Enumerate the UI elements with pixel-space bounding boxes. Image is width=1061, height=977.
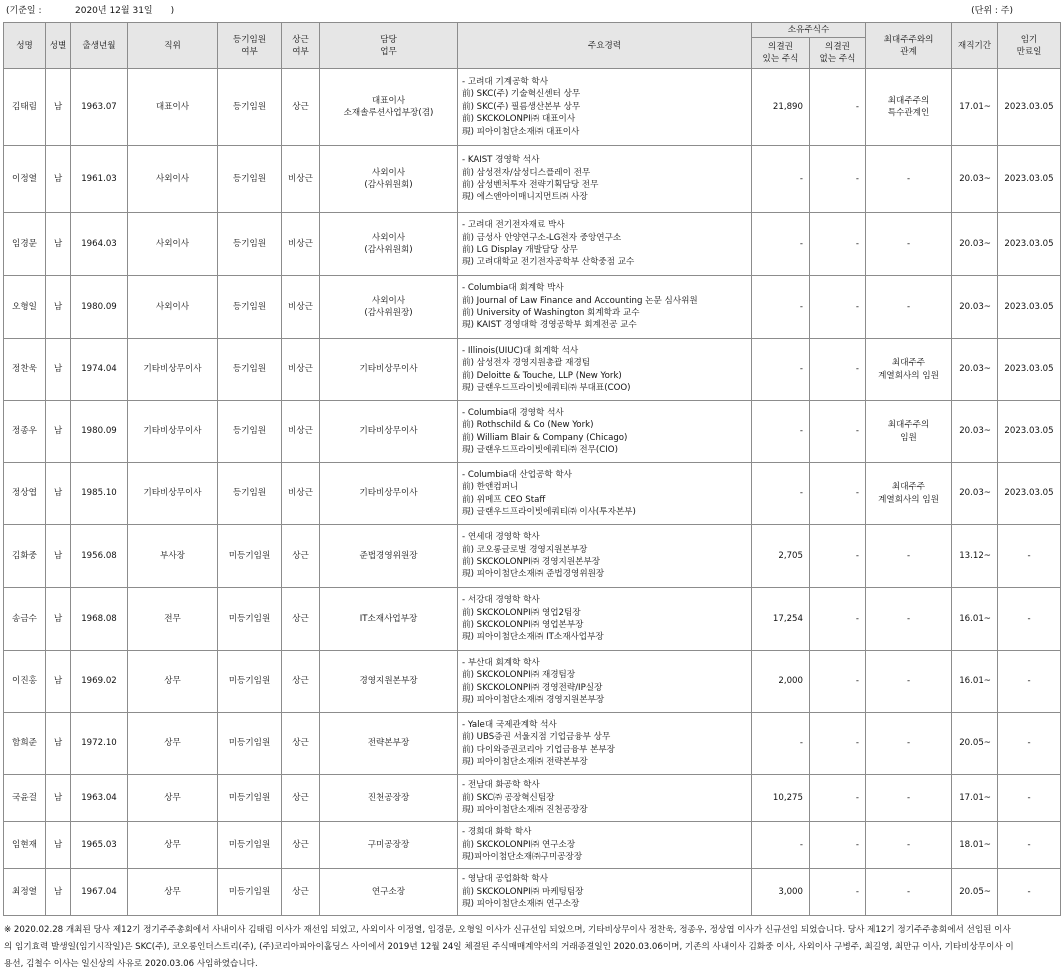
cell-name: 이정열 [4,146,46,213]
table-row [4,213,1061,276]
cell-birth: 1980.09 [71,276,128,339]
cell-registered: 등기임원 [218,276,282,339]
cell-birth: 1974.04 [71,339,128,401]
cell-registered: 등기임원 [218,213,282,276]
table-row [4,588,1061,651]
cell-name: 임경문 [4,213,46,276]
cell-registered: 미등기임원 [218,775,282,822]
cell-term-end: 2023.03.05 [998,69,1061,146]
cell-title: 기타비상무이사 [128,339,218,401]
cell-duty: 경영지원본부장 [320,651,458,713]
cell-birth: 1985.10 [71,463,128,525]
executives-table [3,22,1061,916]
cell-registered: 미등기임원 [218,651,282,713]
cell-duty: IT소재사업부장 [320,588,458,651]
cell-title: 상무 [128,775,218,822]
cell-name: 최정열 [4,869,46,916]
cell-fulltime: 상근 [282,713,320,775]
cell-duty: 사외이사 (감사위원장) [320,276,458,339]
cell-shares-voting: 17,254 [752,588,810,651]
cell-registered: 미등기임원 [218,869,282,916]
cell-duty: 구미공장장 [320,822,458,869]
cell-term-end: - [998,651,1061,713]
cell-relation: 최대주주의 특수관계인 [866,69,952,146]
cell-shares-nonvoting: - [810,463,866,525]
cell-career: - 고려대 기계공학 학사 前) SKC(주) 기술혁신센터 상무 前) SKC(주) 필름생산본부 상무 前) SKCKOLONPI㈜ 대표이사 現) 피아이첨단소재㈜ 대표이사 [458,69,752,146]
cell-shares-voting: - [752,339,810,401]
col-shares: 소유주식수 [752,23,866,38]
cell-registered: 등기임원 [218,401,282,463]
cell-duty: 진천공장장 [320,775,458,822]
col-shares-nonvoting: 의결권 없는 주식 [810,38,866,69]
cell-term-end: - [998,525,1061,588]
cell-birth: 1963.07 [71,69,128,146]
cell-duty: 기타비상무이사 [320,339,458,401]
cell-relation: - [866,588,952,651]
col-birth: 출생년월 [71,23,128,69]
cell-registered: 미등기임원 [218,588,282,651]
cell-title: 전무 [128,588,218,651]
cell-relation: - [866,651,952,713]
cell-fulltime: 비상근 [282,401,320,463]
cell-shares-nonvoting: - [810,69,866,146]
date-label: (기준일 : [6,6,42,16]
cell-birth: 1980.09 [71,401,128,463]
cell-title: 기타비상무이사 [128,463,218,525]
cell-gender: 남 [46,213,71,276]
table-row [4,69,1061,146]
cell-relation: - [866,822,952,869]
cell-shares-nonvoting: - [810,869,866,916]
cell-tenure: 20.05~ [952,869,998,916]
cell-name: 정상엽 [4,463,46,525]
cell-relation: 최대주주 계열회사의 임원 [866,339,952,401]
col-career: 주요경력 [458,23,752,69]
cell-shares-voting: - [752,146,810,213]
cell-relation: 최대주주 계열회사의 임원 [866,463,952,525]
cell-gender: 남 [46,401,71,463]
cell-registered: 등기임원 [218,146,282,213]
cell-fulltime: 비상근 [282,339,320,401]
cell-fulltime: 비상근 [282,463,320,525]
cell-fulltime: 상근 [282,525,320,588]
col-tenure: 재직기간 [952,23,998,69]
col-name: 성명 [4,23,46,69]
cell-fulltime: 상근 [282,651,320,713]
table-row [4,869,1061,916]
cell-fulltime: 상근 [282,588,320,651]
cell-relation: - [866,775,952,822]
cell-duty: 사외이사 (감사위원회) [320,213,458,276]
cell-gender: 남 [46,713,71,775]
cell-gender: 남 [46,588,71,651]
cell-title: 상무 [128,869,218,916]
cell-gender: 남 [46,525,71,588]
cell-duty: 대표이사 소재솔루션사업부장(겸) [320,69,458,146]
cell-fulltime: 비상근 [282,213,320,276]
cell-tenure: 20.03~ [952,146,998,213]
cell-title: 기타비상무이사 [128,401,218,463]
cell-gender: 남 [46,146,71,213]
cell-shares-nonvoting: - [810,339,866,401]
cell-career: - Illinois(UIUC)대 회계학 석사 前) 삼성전자 경영지원총괄 재경팀 前) Deloitte & Touche, LLP (New York) 現) 글랜우드프라이빗에쿼티㈜ 부대표(COO) [458,339,752,401]
cell-term-end: - [998,713,1061,775]
cell-name: 이진홍 [4,651,46,713]
cell-shares-nonvoting: - [810,713,866,775]
cell-name: 김화중 [4,525,46,588]
footnote: ※ 2020.02.28 개최된 당사 제12기 정기주주총회에서 사내이사 김태림 이사가 재선임 되었고, 사외이사 이정열, 임경문, 오형일 이사가 신규선임 되었으며, 기타비상무이사 정찬욱, 정종우, 정상엽 이사가 신규선임 되었습니다. 당사 제12기 정기주주총회에서 선임된 이사의 임기효력 발생일(임기시작일)은 SKC(주), 코오롱인더스트리(주), (주)코리아피아이홀딩스 사이에서 2019년 12월 24일 체결된 주식매매계약서의 거래종결일인 2020.03.06이며, 기존의 사내이사 김화중 이사, 사외이사 구병주, 최길영, 최만규 이사, 기타비상무이사 이용선, 김철수 이사는 일신상의 사유로 2020.03.06 사임하였습니다. [4,925,1014,969]
cell-tenure: 20.03~ [952,213,998,276]
cell-birth: 1965.03 [71,822,128,869]
cell-relation: - [866,525,952,588]
cell-tenure: 20.03~ [952,276,998,339]
cell-duty: 기타비상무이사 [320,463,458,525]
cell-relation: - [866,146,952,213]
cell-career: - 영남대 공업화학 학사 前) SKCKOLONPI㈜ 마케팅팀장 現) 피아이첨단소재㈜ 연구소장 [458,869,752,916]
cell-relation: 최대주주의 임원 [866,401,952,463]
cell-shares-nonvoting: - [810,525,866,588]
report-header [0,0,1021,20]
cell-career: - Columbia대 회계학 박사 前) Journal of Law Finance and Accounting 논문 심사위원 前) University of Washington 회계학과 교수 現) KAIST 경영대학 경영공학부 회계전공 교수 [458,276,752,339]
col-shares-voting: 의결권 있는 주식 [752,38,810,69]
table-row [4,463,1061,525]
cell-tenure: 16.01~ [952,588,998,651]
cell-title: 부사장 [128,525,218,588]
cell-tenure: 13.12~ [952,525,998,588]
cell-term-end: 2023.03.05 [998,401,1061,463]
cell-shares-nonvoting: - [810,651,866,713]
cell-tenure: 18.01~ [952,822,998,869]
cell-career: - 연세대 경영학 학사 前) 코오롱글로벌 경영지원본부장 前) SKCKOLONPI㈜ 경영지원본부장 現) 피아이첨단소재㈜ 준법경영위원장 [458,525,752,588]
table-row [4,401,1061,463]
cell-birth: 1968.08 [71,588,128,651]
cell-fulltime: 상근 [282,775,320,822]
cell-gender: 남 [46,651,71,713]
cell-fulltime: 비상근 [282,146,320,213]
cell-duty: 전략본부장 [320,713,458,775]
cell-fulltime: 비상근 [282,276,320,339]
table-row [4,713,1061,775]
col-fulltime: 상근 여부 [282,23,320,69]
cell-term-end: - [998,822,1061,869]
table-row [4,525,1061,588]
cell-relation: - [866,713,952,775]
table-row [4,651,1061,713]
cell-title: 사외이사 [128,276,218,339]
cell-birth: 1956.08 [71,525,128,588]
cell-title: 상무 [128,822,218,869]
cell-gender: 남 [46,869,71,916]
cell-shares-nonvoting: - [810,822,866,869]
unit-label: (단위 : 주) [971,6,1013,16]
cell-birth: 1963.04 [71,775,128,822]
cell-name: 오형일 [4,276,46,339]
cell-tenure: 20.03~ [952,401,998,463]
cell-shares-nonvoting: - [810,276,866,339]
cell-shares-voting: - [752,713,810,775]
cell-registered: 등기임원 [218,69,282,146]
cell-title: 사외이사 [128,213,218,276]
col-term-end: 임기 만료일 [998,23,1061,69]
cell-duty: 준법경영위원장 [320,525,458,588]
cell-registered: 등기임원 [218,339,282,401]
cell-relation: - [866,213,952,276]
cell-tenure: 20.05~ [952,713,998,775]
cell-registered: 미등기임원 [218,713,282,775]
cell-shares-nonvoting: - [810,588,866,651]
cell-name: 김태림 [4,69,46,146]
cell-shares-nonvoting: - [810,775,866,822]
cell-career: - 고려대 전기전자재료 박사 前) 금성사 안양연구소-LG전자 중앙연구소 前) LG Display 개발담당 상무 現) 고려대학교 전기전자공학부 산학중점 교수 [458,213,752,276]
cell-career: - Yale대 국제관계학 석사 前) UBS증권 서울지점 기업금융부 상무 前) 다이와증권코리아 기업금융부 본부장 現) 피아이첨단소재㈜ 전략본부장 [458,713,752,775]
cell-shares-voting: - [752,213,810,276]
cell-relation: - [866,276,952,339]
cell-name: 함희준 [4,713,46,775]
cell-tenure: 17.01~ [952,775,998,822]
cell-career: - Columbia대 경영학 석사 前) Rothschild & Co (New York) 前) William Blair & Company (Chicago) 現) 글랜우드프라이빗에쿼티㈜ 전무(CIO) [458,401,752,463]
cell-career: - 서강대 경영학 학사 前) SKCKOLONPI㈜ 영업2팀장 前) SKCKOLONPI㈜ 영업본부장 現) 피아이첨단소재㈜ IT소재사업부장 [458,588,752,651]
cell-registered: 미등기임원 [218,822,282,869]
cell-birth: 1967.04 [71,869,128,916]
cell-term-end: - [998,869,1061,916]
cell-title: 상무 [128,713,218,775]
cell-title: 사외이사 [128,146,218,213]
cell-shares-voting: 10,275 [752,775,810,822]
cell-gender: 남 [46,775,71,822]
table-row [4,146,1061,213]
table-row [4,775,1061,822]
cell-gender: 남 [46,69,71,146]
cell-gender: 남 [46,822,71,869]
cell-career: - 부산대 회계학 학사 前) SKCKOLONPI㈜ 재경팀장 前) SKCKOLONPI㈜ 경영전략/IP실장 現) 피아이첨단소재㈜ 경영지원본부장 [458,651,752,713]
cell-term-end: 2023.03.05 [998,339,1061,401]
cell-term-end: - [998,775,1061,822]
cell-birth: 1969.02 [71,651,128,713]
col-title: 직위 [128,23,218,69]
col-relation: 최대주주와의 관계 [866,23,952,69]
cell-name: 정종우 [4,401,46,463]
cell-shares-voting: 21,890 [752,69,810,146]
cell-title: 대표이사 [128,69,218,146]
cell-gender: 남 [46,276,71,339]
cell-shares-voting: - [752,276,810,339]
cell-duty: 사외이사 (감사위원회) [320,146,458,213]
cell-gender: 남 [46,339,71,401]
cell-name: 국윤걸 [4,775,46,822]
cell-shares-voting: - [752,822,810,869]
cell-shares-voting: - [752,463,810,525]
cell-shares-voting: 3,000 [752,869,810,916]
cell-registered: 등기임원 [218,463,282,525]
table-row [4,339,1061,401]
cell-term-end: 2023.03.05 [998,463,1061,525]
cell-fulltime: 상근 [282,822,320,869]
cell-title: 상무 [128,651,218,713]
col-gender: 성별 [46,23,71,69]
col-registered: 등기임원 여부 [218,23,282,69]
cell-shares-voting: 2,705 [752,525,810,588]
cell-shares-nonvoting: - [810,401,866,463]
cell-fulltime: 상근 [282,69,320,146]
cell-relation: - [866,869,952,916]
cell-tenure: 16.01~ [952,651,998,713]
cell-birth: 1964.03 [71,213,128,276]
table-row [4,822,1061,869]
cell-term-end: 2023.03.05 [998,146,1061,213]
cell-shares-voting: 2,000 [752,651,810,713]
cell-name: 임현재 [4,822,46,869]
cell-shares-nonvoting: - [810,146,866,213]
cell-term-end: 2023.03.05 [998,213,1061,276]
cell-career: - 경희대 화학 학사 前) SKCKOLONPI㈜ 연구소장 現)피아이첨단소재㈜구미공장장 [458,822,752,869]
cell-career: - Columbia대 산업공학 학사 前) 한앤컴퍼니 前) 위메프 CEO Staff 現) 글랜우드프라이빗에쿼티㈜ 이사(투자본부) [458,463,752,525]
cell-tenure: 20.03~ [952,463,998,525]
col-duty: 담당 업무 [320,23,458,69]
cell-name: 송금수 [4,588,46,651]
cell-name: 정찬욱 [4,339,46,401]
cell-fulltime: 상근 [282,869,320,916]
cell-duty: 기타비상무이사 [320,401,458,463]
cell-shares-voting: - [752,401,810,463]
cell-term-end: - [998,588,1061,651]
cell-birth: 1961.03 [71,146,128,213]
table-row [4,276,1061,339]
cell-tenure: 20.03~ [952,339,998,401]
cell-career: - KAIST 경영학 석사 前) 삼성전자/삼성디스플레이 전무 前) 삼성벤처투자 전략기획담당 전무 現) 에스앤아이매니지먼트㈜ 사장 [458,146,752,213]
cell-term-end: 2023.03.05 [998,276,1061,339]
cell-registered: 미등기임원 [218,525,282,588]
cell-gender: 남 [46,463,71,525]
cell-tenure: 17.01~ [952,69,998,146]
cell-duty: 연구소장 [320,869,458,916]
date-value: 2020년 12월 31일 ) [75,6,175,16]
cell-birth: 1972.10 [71,713,128,775]
cell-career: - 전남대 화공학 학사 前) SKC㈜ 공장혁신팀장 現) 피아이첨단소재㈜ 진천공장장 [458,775,752,822]
cell-shares-nonvoting: - [810,213,866,276]
